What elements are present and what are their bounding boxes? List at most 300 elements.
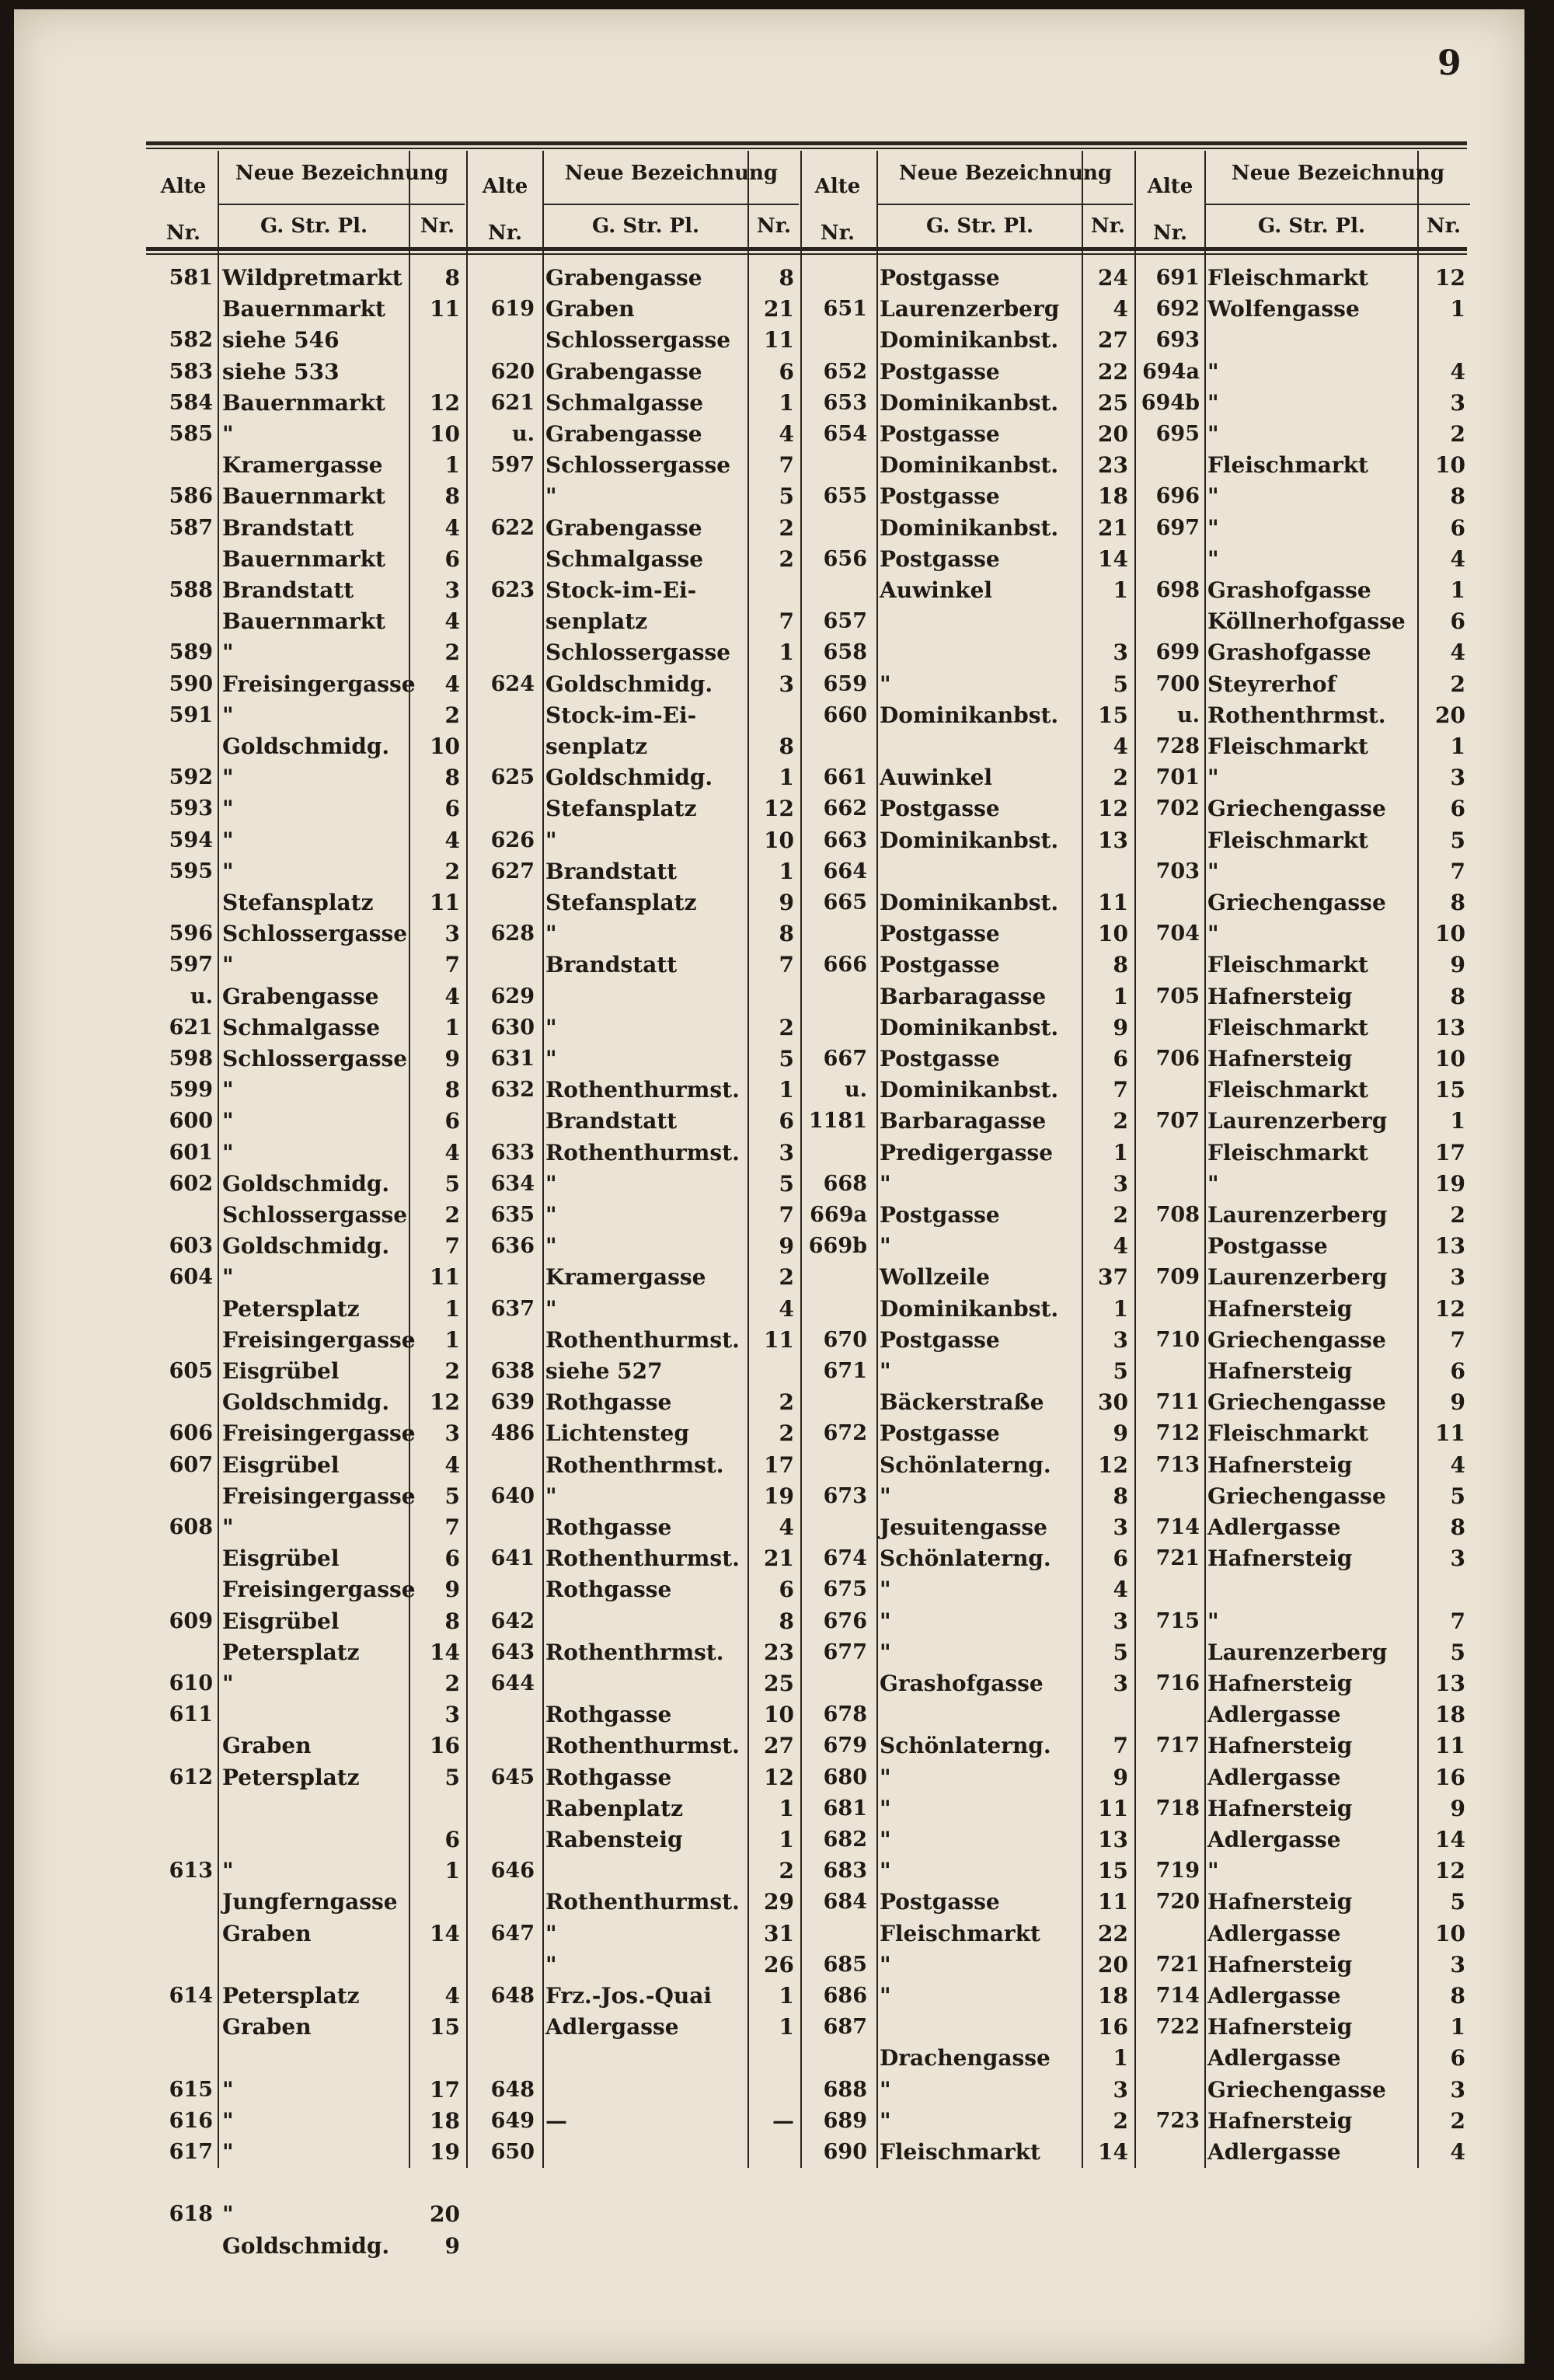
- street-cell: senplatz: [545, 734, 648, 759]
- house-nr-cell: 1: [779, 1983, 794, 2009]
- table-row: [151, 294, 477, 325]
- alte-nr-cell: 668: [823, 1171, 867, 1196]
- table-row: [1138, 793, 1464, 824]
- house-nr-cell: 4: [1450, 2139, 1465, 2165]
- table-row: [472, 1574, 799, 1605]
- street-cell: Goldschmidg.: [222, 1233, 390, 1260]
- table-row: [805, 1730, 1131, 1761]
- street-cell: ": [880, 1170, 891, 1197]
- alte-nr-cell: 710: [1155, 1327, 1200, 1352]
- alte-nr-cell: 604: [169, 1265, 213, 1290]
- street-cell: Brandstatt: [545, 952, 678, 978]
- table-row: [1138, 1606, 1464, 1637]
- table-row: [151, 1793, 477, 1824]
- street-cell: Fleischmarkt: [1207, 265, 1368, 291]
- alte-nr-cell: 598: [169, 1047, 213, 1071]
- alte-nr-cell: 714: [1155, 1515, 1200, 1539]
- house-nr-cell: 2: [779, 514, 794, 541]
- table-row: [151, 450, 477, 481]
- table-row: [1138, 1793, 1464, 1824]
- table-row: [151, 1012, 477, 1044]
- house-nr-cell: 3: [1450, 1264, 1465, 1291]
- street-cell: Eisgrübel: [222, 1451, 340, 1478]
- house-nr-cell: 9: [1113, 1420, 1128, 1447]
- street-cell: Predigergasse: [880, 1139, 1054, 1166]
- alte-nr-cell: 625: [490, 765, 535, 790]
- table-row: [151, 263, 477, 294]
- house-nr-cell: 1: [1450, 1108, 1465, 1134]
- alte-nr-cell: 700: [1155, 671, 1200, 696]
- table-row: [472, 1044, 799, 1075]
- alte-nr-cell: 687: [823, 2015, 867, 2040]
- table-row: [472, 325, 799, 356]
- table-row: [1138, 825, 1464, 856]
- table-row: [472, 856, 799, 887]
- street-cell: Grashofgasse: [1207, 577, 1371, 603]
- street-cell: ": [880, 1795, 891, 1821]
- house-nr-cell: 4: [444, 827, 460, 853]
- house-nr-cell: 8: [444, 765, 460, 791]
- street-cell: Brandstatt: [222, 514, 354, 541]
- alte-nr-cell: 702: [1155, 796, 1200, 821]
- house-nr-cell: 1: [444, 1014, 460, 1040]
- house-nr-cell: 11: [1435, 1733, 1465, 1759]
- alte-nr-cell: 688: [823, 2077, 867, 2102]
- street-cell: ": [545, 1170, 557, 1197]
- table-row: [151, 1981, 477, 2012]
- table-row: [1138, 918, 1464, 950]
- house-nr-cell: 11: [1098, 1795, 1128, 1821]
- street-cell: ": [1207, 858, 1219, 884]
- table-row: [151, 669, 477, 700]
- table-row: [805, 856, 1131, 887]
- house-nr-cell: 10: [1435, 1920, 1465, 1946]
- table-row: [805, 1044, 1131, 1075]
- table-row: [472, 918, 799, 950]
- house-nr-cell: 1: [779, 1077, 794, 1103]
- table-row: [805, 1231, 1131, 1262]
- alte-nr-cell: 639: [490, 1390, 535, 1415]
- house-nr-cell: 1: [1113, 1139, 1128, 1166]
- street-cell: Hafnersteig: [1207, 1889, 1353, 1915]
- house-nr-cell: 17: [764, 1451, 794, 1478]
- house-nr-cell: 6: [1450, 2045, 1465, 2072]
- street-cell: Stefansplatz: [545, 890, 697, 915]
- street-cell: Hafnersteig: [1207, 1951, 1353, 1978]
- alte-nr-cell: 599: [169, 1078, 213, 1103]
- house-nr-cell: 2: [444, 858, 460, 884]
- street-cell: Wollzeile: [880, 1264, 990, 1291]
- table-row: [472, 1950, 799, 1981]
- alte-nr-cell: 644: [490, 1671, 535, 1695]
- header-street: G. Str. Pl.: [925, 214, 1034, 238]
- table-row: [805, 1793, 1131, 1824]
- street-cell: Adlergasse: [1207, 1827, 1341, 1852]
- alte-nr-cell: 602: [169, 1171, 213, 1196]
- header-nr: Nr.: [1090, 214, 1126, 238]
- house-nr-cell: 21: [764, 1545, 794, 1572]
- street-cell: Rothenthurmst.: [545, 1139, 740, 1166]
- table-row: [1138, 637, 1464, 668]
- header-alte-nr: Alte Nr.: [814, 175, 861, 245]
- alte-nr-cell: 641: [490, 1546, 535, 1571]
- table-row: [472, 481, 799, 512]
- house-nr-cell: 4: [444, 514, 460, 541]
- house-nr-cell: 7: [779, 1202, 794, 1228]
- street-cell: Freisingergasse: [222, 1577, 416, 1603]
- alte-nr-cell: 706: [1155, 1047, 1200, 1071]
- house-nr-cell: 16: [430, 1733, 460, 1759]
- street-cell: ": [880, 1827, 891, 1852]
- street-cell: siehe 546: [222, 327, 340, 354]
- house-nr-cell: 4: [779, 1514, 794, 1540]
- house-nr-cell: 11: [1098, 1889, 1128, 1915]
- house-nr-cell: 12: [1435, 1858, 1465, 1884]
- street-cell: Adlergasse: [1207, 1764, 1341, 1790]
- house-nr-cell: 13: [1435, 1014, 1465, 1040]
- street-cell: Dominikanbst.: [880, 702, 1059, 728]
- house-nr-cell: 25: [764, 1671, 794, 1696]
- alte-nr-cell: 681: [823, 1796, 867, 1821]
- street-cell: Auwinkel: [880, 577, 993, 603]
- street-cell: Adlergasse: [545, 2014, 679, 2040]
- street-cell: Bauernmarkt: [222, 296, 385, 322]
- street-cell: ": [222, 796, 234, 822]
- table-row: [1138, 1574, 1464, 1605]
- alte-nr-cell: 659: [823, 671, 867, 696]
- house-nr-cell: 9: [444, 1577, 460, 1603]
- table-row: [472, 357, 799, 388]
- house-nr-cell: 9: [1450, 1795, 1465, 1821]
- street-cell: ": [545, 1202, 557, 1228]
- street-cell: Schlossergasse: [222, 1046, 408, 1072]
- house-nr-cell: 8: [779, 265, 794, 291]
- alte-nr-cell: 686: [823, 1984, 867, 2008]
- table-row: [151, 1356, 477, 1387]
- table-row: [1138, 950, 1464, 981]
- house-nr-cell: 6: [444, 1545, 460, 1572]
- table-row: [472, 731, 799, 762]
- table-row: [151, 2199, 477, 2230]
- alte-nr-cell: 682: [823, 1828, 867, 1852]
- street-cell: ": [1207, 1608, 1219, 1634]
- table-row: [1138, 1918, 1464, 1950]
- street-cell: Adlergasse: [1207, 1983, 1341, 2009]
- table-row: [805, 825, 1131, 856]
- alte-nr-cell: 685: [823, 1952, 867, 1977]
- alte-nr-cell: 623: [490, 578, 535, 602]
- alte-nr-cell: 608: [169, 1515, 213, 1539]
- street-cell: ": [545, 827, 557, 853]
- table-row: [472, 981, 799, 1012]
- street-cell: Dominikanbst.: [880, 890, 1059, 915]
- house-nr-cell: 16: [1098, 2014, 1128, 2040]
- street-cell: Stefansplatz: [222, 890, 374, 915]
- alte-nr-cell: 714: [1155, 1984, 1200, 2008]
- street-cell: Goldschmidg.: [222, 2232, 390, 2259]
- house-nr-cell: 19: [1435, 1170, 1465, 1197]
- table-row: [805, 1418, 1131, 1449]
- table-row: [1138, 1856, 1464, 1887]
- street-cell: Bäckerstraße: [880, 1389, 1044, 1416]
- table-row: [805, 950, 1131, 981]
- alte-nr-cell: 642: [490, 1608, 535, 1633]
- street-cell: Bauernmarkt: [222, 608, 385, 635]
- table-row: [151, 981, 477, 1012]
- house-nr-cell: 1: [444, 1295, 460, 1322]
- table-row: [1138, 856, 1464, 887]
- street-cell: Petersplatz: [222, 1639, 360, 1665]
- street-cell: Hafnersteig: [1207, 1733, 1353, 1759]
- table-row: [805, 918, 1131, 950]
- alte-nr-cell: 645: [490, 1765, 535, 1789]
- house-nr-cell: 17: [430, 2076, 460, 2103]
- house-nr-cell: 4: [1113, 1577, 1128, 1603]
- table-row: [472, 263, 799, 294]
- alte-nr-cell: 588: [169, 578, 213, 602]
- street-cell: Freisingergasse: [222, 671, 416, 697]
- house-nr-cell: 14: [430, 1639, 460, 1665]
- alte-nr-cell: 637: [490, 1296, 535, 1321]
- table-row: [805, 1950, 1131, 1981]
- table-row: [805, 1668, 1131, 1699]
- alte-nr-cell: 728: [1155, 734, 1200, 758]
- house-nr-cell: 3: [1113, 1170, 1128, 1197]
- table-row: [805, 419, 1131, 450]
- table-row: [151, 700, 477, 731]
- house-nr-cell: 1: [779, 765, 794, 791]
- alte-nr-cell: 708: [1155, 1203, 1200, 1227]
- house-nr-cell: 2: [444, 1671, 460, 1696]
- street-cell: Grashofgasse: [1207, 639, 1371, 666]
- table-row: [805, 793, 1131, 824]
- street-cell: Goldschmidg.: [222, 1170, 390, 1197]
- alte-nr-cell: u.: [190, 984, 213, 1009]
- street-cell: Griechengasse: [1207, 890, 1386, 915]
- street-cell: ": [545, 1920, 557, 1946]
- house-nr-cell: 4: [1113, 1233, 1128, 1260]
- table-row: [151, 793, 477, 824]
- alte-nr-cell: 692: [1155, 297, 1200, 322]
- house-nr-cell: 8: [444, 483, 460, 510]
- street-cell: senplatz: [545, 608, 648, 635]
- alte-nr-cell: 704: [1155, 922, 1200, 946]
- table-row: [472, 1481, 799, 1512]
- table-row: [472, 1325, 799, 1356]
- house-nr-cell: 6: [444, 1827, 460, 1852]
- alte-nr-cell: 606: [169, 1421, 213, 1446]
- house-nr-cell: 12: [1435, 265, 1465, 291]
- house-nr-cell: 2: [779, 1858, 794, 1884]
- alte-nr-cell: 678: [823, 1702, 867, 1727]
- house-nr-cell: 30: [1098, 1389, 1128, 1416]
- street-cell: Lichtensteg: [545, 1420, 689, 1447]
- alte-nr-cell: 694a: [1142, 359, 1200, 384]
- alte-nr-cell: 718: [1155, 1796, 1200, 1821]
- house-nr-cell: 5: [1450, 1639, 1465, 1665]
- table-row: [805, 1699, 1131, 1730]
- table-row: [1138, 1730, 1464, 1761]
- house-nr-cell: 2: [444, 639, 460, 666]
- street-cell: Griechengasse: [1207, 1389, 1386, 1416]
- street-cell: ": [880, 1577, 891, 1603]
- alte-nr-cell: 677: [823, 1640, 867, 1664]
- street-cell: ": [545, 1483, 557, 1509]
- table-row: [472, 1356, 799, 1387]
- alte-nr-cell: 711: [1155, 1390, 1200, 1415]
- street-cell: ": [1207, 1858, 1219, 1884]
- street-cell: Brandstatt: [545, 1108, 678, 1134]
- table-row: [472, 388, 799, 419]
- street-cell: Dominikanbst.: [880, 327, 1059, 354]
- house-nr-cell: 6: [779, 1108, 794, 1134]
- alte-nr-cell: 614: [169, 1984, 213, 2008]
- header-top-rule-thin: [146, 148, 1467, 149]
- alte-nr-cell: 648: [490, 2077, 535, 2102]
- table-row: [805, 1325, 1131, 1356]
- house-nr-cell: 7: [444, 1514, 460, 1540]
- street-cell: Köllnerhofgasse: [1207, 608, 1406, 635]
- alte-nr-cell: 654: [823, 422, 867, 446]
- alte-nr-cell: 672: [823, 1421, 867, 1446]
- house-nr-cell: 12: [430, 389, 460, 416]
- table-row: [1138, 1762, 1464, 1793]
- table-row: [151, 2168, 477, 2199]
- house-nr-cell: 9: [779, 1233, 794, 1260]
- house-nr-cell: 2: [779, 545, 794, 572]
- house-nr-cell: 16: [1435, 1764, 1465, 1790]
- alte-nr-cell: 649: [490, 2108, 535, 2133]
- house-nr-cell: 11: [430, 890, 460, 915]
- header-subline: [878, 204, 1133, 205]
- house-nr-cell: 27: [764, 1733, 794, 1759]
- street-cell: Postgasse: [880, 921, 1000, 947]
- street-cell: ": [880, 1358, 891, 1384]
- table-row: [151, 762, 477, 793]
- street-cell: Goldschmidg.: [545, 765, 713, 791]
- alte-nr-cell: 651: [823, 297, 867, 322]
- street-cell: ": [222, 858, 234, 884]
- street-cell: Postgasse: [880, 265, 1000, 291]
- house-nr-cell: 23: [764, 1639, 794, 1665]
- alte-nr-cell: 716: [1155, 1671, 1200, 1695]
- house-nr-cell: 13: [1435, 1671, 1465, 1696]
- street-cell: Rothenthrmst.: [545, 1451, 724, 1478]
- table-row: [151, 1075, 477, 1106]
- alte-nr-cell: 674: [823, 1546, 867, 1571]
- alte-nr-cell: 666: [823, 953, 867, 977]
- alte-nr-cell: 648: [490, 1984, 535, 2008]
- house-nr-cell: 1: [1113, 2045, 1128, 2072]
- house-nr-cell: 11: [1435, 1420, 1465, 1447]
- house-nr-cell: 1: [779, 389, 794, 416]
- street-cell: Bauernmarkt: [222, 483, 385, 510]
- house-nr-cell: 4: [1113, 296, 1128, 322]
- alte-nr-cell: 671: [823, 1359, 867, 1383]
- house-nr-cell: 2: [444, 1358, 460, 1384]
- street-cell: Rothgasse: [545, 1764, 672, 1790]
- street-cell: Postgasse: [880, 358, 1000, 385]
- house-nr-cell: 2: [779, 1264, 794, 1291]
- street-cell: Laurenzerberg: [1207, 1202, 1388, 1228]
- house-nr-cell: 1: [444, 452, 460, 479]
- street-cell: Dominikanbst.: [880, 514, 1059, 541]
- street-cell: Hafnersteig: [1207, 1671, 1353, 1696]
- house-nr-cell: 12: [430, 1389, 460, 1416]
- street-cell: ": [880, 1983, 891, 2009]
- house-nr-cell: 3: [779, 1139, 794, 1166]
- table-row: [151, 825, 477, 856]
- table-row: [151, 1138, 477, 1169]
- alte-nr-cell: 616: [169, 2108, 213, 2133]
- table-row: [805, 1606, 1131, 1637]
- house-nr-cell: 8: [444, 265, 460, 291]
- table-row: [1138, 1044, 1464, 1075]
- alte-nr-cell: 712: [1155, 1421, 1200, 1446]
- house-nr-cell: 6: [1113, 1545, 1128, 1572]
- table-row: [805, 1824, 1131, 1856]
- alte-nr-cell: 653: [823, 390, 867, 415]
- header-subline: [219, 204, 465, 205]
- house-nr-cell: 7: [779, 452, 794, 479]
- house-nr-cell: 7: [444, 1233, 460, 1260]
- house-nr-cell: 9: [1450, 1389, 1465, 1416]
- house-nr-cell: 3: [444, 1420, 460, 1447]
- alte-nr-cell: 657: [823, 609, 867, 634]
- header-neue-bezeichnung: Neue Bezeichnung: [564, 162, 779, 185]
- alte-nr-cell: 656: [823, 546, 867, 571]
- street-cell: ": [1207, 921, 1219, 947]
- table-row: [805, 1012, 1131, 1044]
- street-cell: Laurenzerberg: [880, 296, 1060, 322]
- table-row: [805, 2075, 1131, 2106]
- house-nr-cell: 1: [779, 1827, 794, 1852]
- house-nr-cell: 15: [1098, 1858, 1128, 1884]
- house-nr-cell: 8: [1113, 952, 1128, 978]
- house-nr-cell: 3: [1113, 1326, 1128, 1353]
- alte-nr-cell: 620: [490, 359, 535, 384]
- table-row: [472, 1387, 799, 1418]
- table-row: [805, 700, 1131, 731]
- table-row: [472, 1730, 799, 1761]
- street-cell: ": [222, 1077, 234, 1103]
- table-row: [151, 1169, 477, 1200]
- table-row: [805, 1138, 1131, 1169]
- street-cell: Stefansplatz: [545, 796, 697, 822]
- street-cell: ": [880, 1483, 891, 1509]
- house-nr-cell: 12: [764, 1764, 794, 1790]
- table-row: [472, 762, 799, 793]
- alte-nr-cell: 720: [1155, 1890, 1200, 1915]
- house-nr-cell: —: [772, 2107, 794, 2134]
- street-cell: Wildpretmarkt: [222, 265, 402, 291]
- street-cell: Graben: [545, 296, 635, 322]
- street-cell: ": [222, 2201, 234, 2228]
- street-cell: Jungferngasse: [222, 1889, 398, 1915]
- house-nr-cell: 6: [444, 1108, 460, 1134]
- house-nr-cell: 20: [1098, 421, 1128, 447]
- street-cell: Wolfengasse: [1207, 296, 1360, 322]
- table-row: [472, 1793, 799, 1824]
- header-neue-bezeichnung: Neue Bezeichnung: [1231, 162, 1445, 185]
- alte-nr-cell: 622: [490, 515, 535, 540]
- alte-nr-cell: 640: [490, 1483, 535, 1508]
- table-row: [805, 1450, 1131, 1481]
- house-nr-cell: 10: [1435, 1046, 1465, 1072]
- street-cell: ": [222, 1264, 234, 1291]
- house-nr-cell: 4: [1450, 1451, 1465, 1478]
- alte-nr-cell: 676: [823, 1608, 867, 1633]
